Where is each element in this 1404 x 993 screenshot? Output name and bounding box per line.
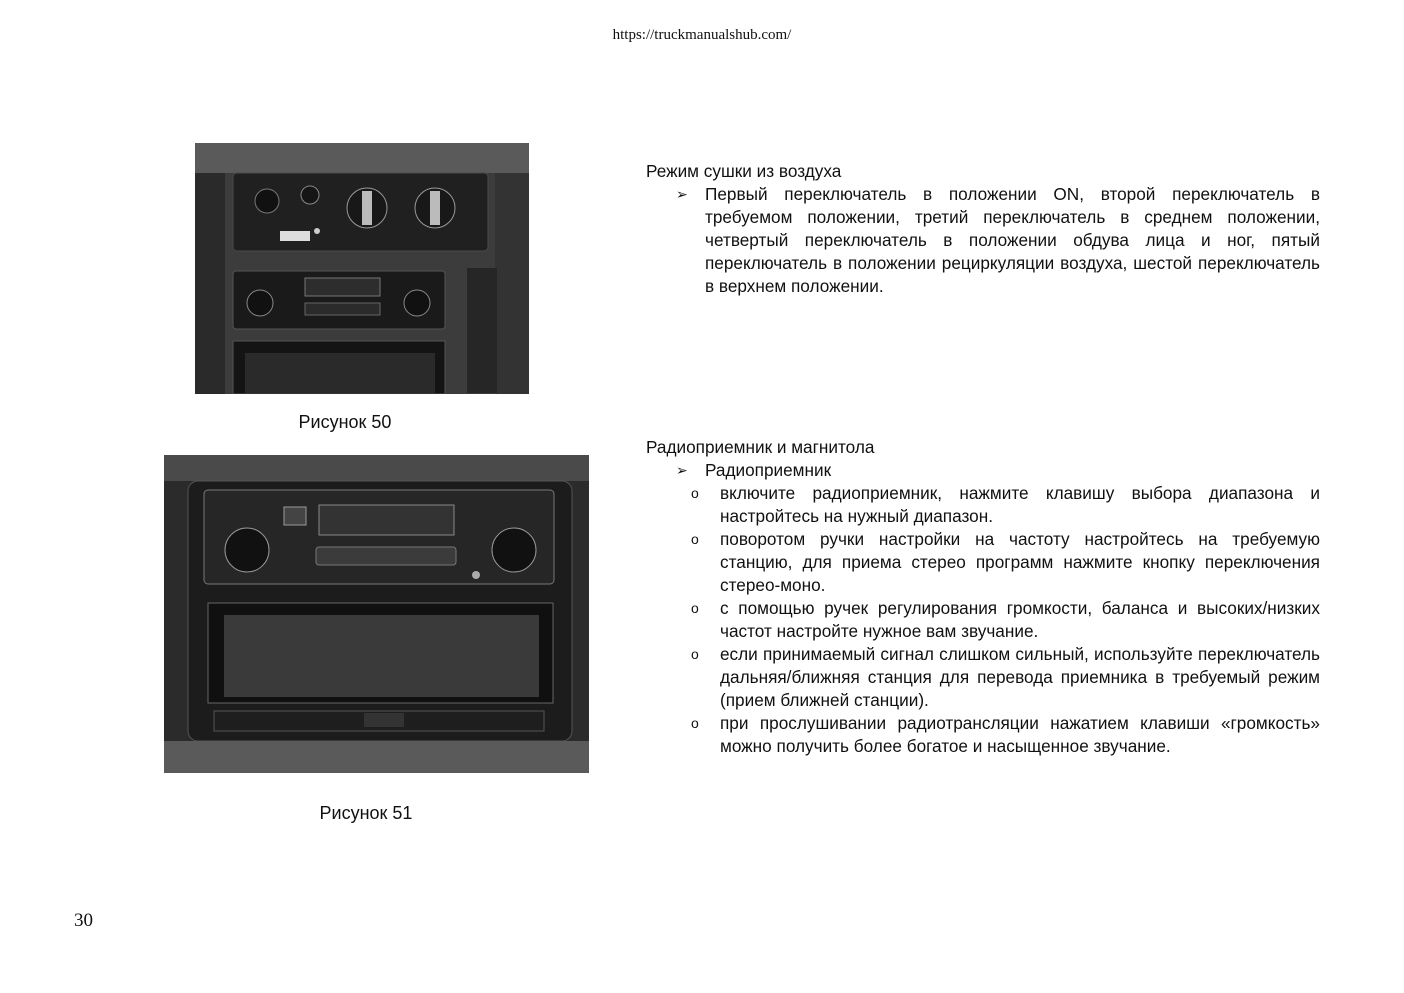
list-item-text: поворотом ручки настройки на частоту настройтесь на требуемую станцию, для приема стерео программ нажмите кнопку переключения стерео-моно. bbox=[720, 529, 1320, 595]
circle-bullet-icon: o bbox=[691, 600, 699, 616]
list-item bbox=[646, 712, 1320, 758]
list-item-text: с помощью ручек регулирования громкости, баланса и высоких/низких частот настройте нужное вам звучание. bbox=[720, 598, 1320, 641]
list-item-text: если принимаемый сигнал слишком сильный, используйте переключатель дальняя/ближняя станция для перевода приемника в требуемый режим (прием ближней станции). bbox=[720, 644, 1320, 710]
list-item-text: Первый переключатель в положении ON, второй переключатель в требуемом положении, третий переключатель в среднем положении, четвертый переключатель в положении обдува лица и ног, пятый переключатель в положении рециркуляции воздуха, шестой переключатель в верхнем положении. bbox=[705, 184, 1320, 296]
figure-51-photo bbox=[164, 455, 589, 773]
page-number: 30 bbox=[74, 910, 93, 931]
list-item bbox=[646, 528, 1320, 597]
list-item bbox=[646, 482, 1320, 528]
figure-51-caption: Рисунок 51 bbox=[319, 803, 413, 823]
list-item bbox=[646, 459, 1320, 482]
list-item-text: при прослушивании радиотрансляции нажатием клавиши «громкость» можно получить более богатое и насыщенное звучание. bbox=[720, 713, 1320, 756]
list-item bbox=[646, 643, 1320, 712]
subsection-title: Радиоприемник bbox=[705, 460, 832, 480]
circle-bullet-icon: o bbox=[691, 485, 699, 501]
section-air-dry-title: Режим сушки из воздуха bbox=[646, 161, 842, 181]
section-radio-title: Радиоприемник и магнитола bbox=[646, 437, 875, 457]
list-item bbox=[646, 183, 1320, 298]
page-url[interactable]: https://truckmanualshub.com/ bbox=[612, 27, 792, 43]
circle-bullet-icon: o bbox=[691, 715, 699, 731]
figure-50-photo bbox=[195, 143, 529, 394]
section-radio bbox=[646, 436, 1320, 758]
section-air-dry-mode bbox=[646, 160, 1320, 298]
figure-50-caption: Рисунок 50 bbox=[298, 412, 392, 432]
circle-bullet-icon: o bbox=[691, 531, 699, 547]
arrow-bullet-icon: ➢ bbox=[676, 462, 688, 478]
list-item-text: включите радиоприемник, нажмите клавишу выбора диапазона и настройтесь на нужный диапазон. bbox=[720, 483, 1320, 526]
arrow-bullet-icon: ➢ bbox=[676, 186, 688, 202]
circle-bullet-icon: o bbox=[691, 646, 699, 662]
list-item bbox=[646, 597, 1320, 643]
